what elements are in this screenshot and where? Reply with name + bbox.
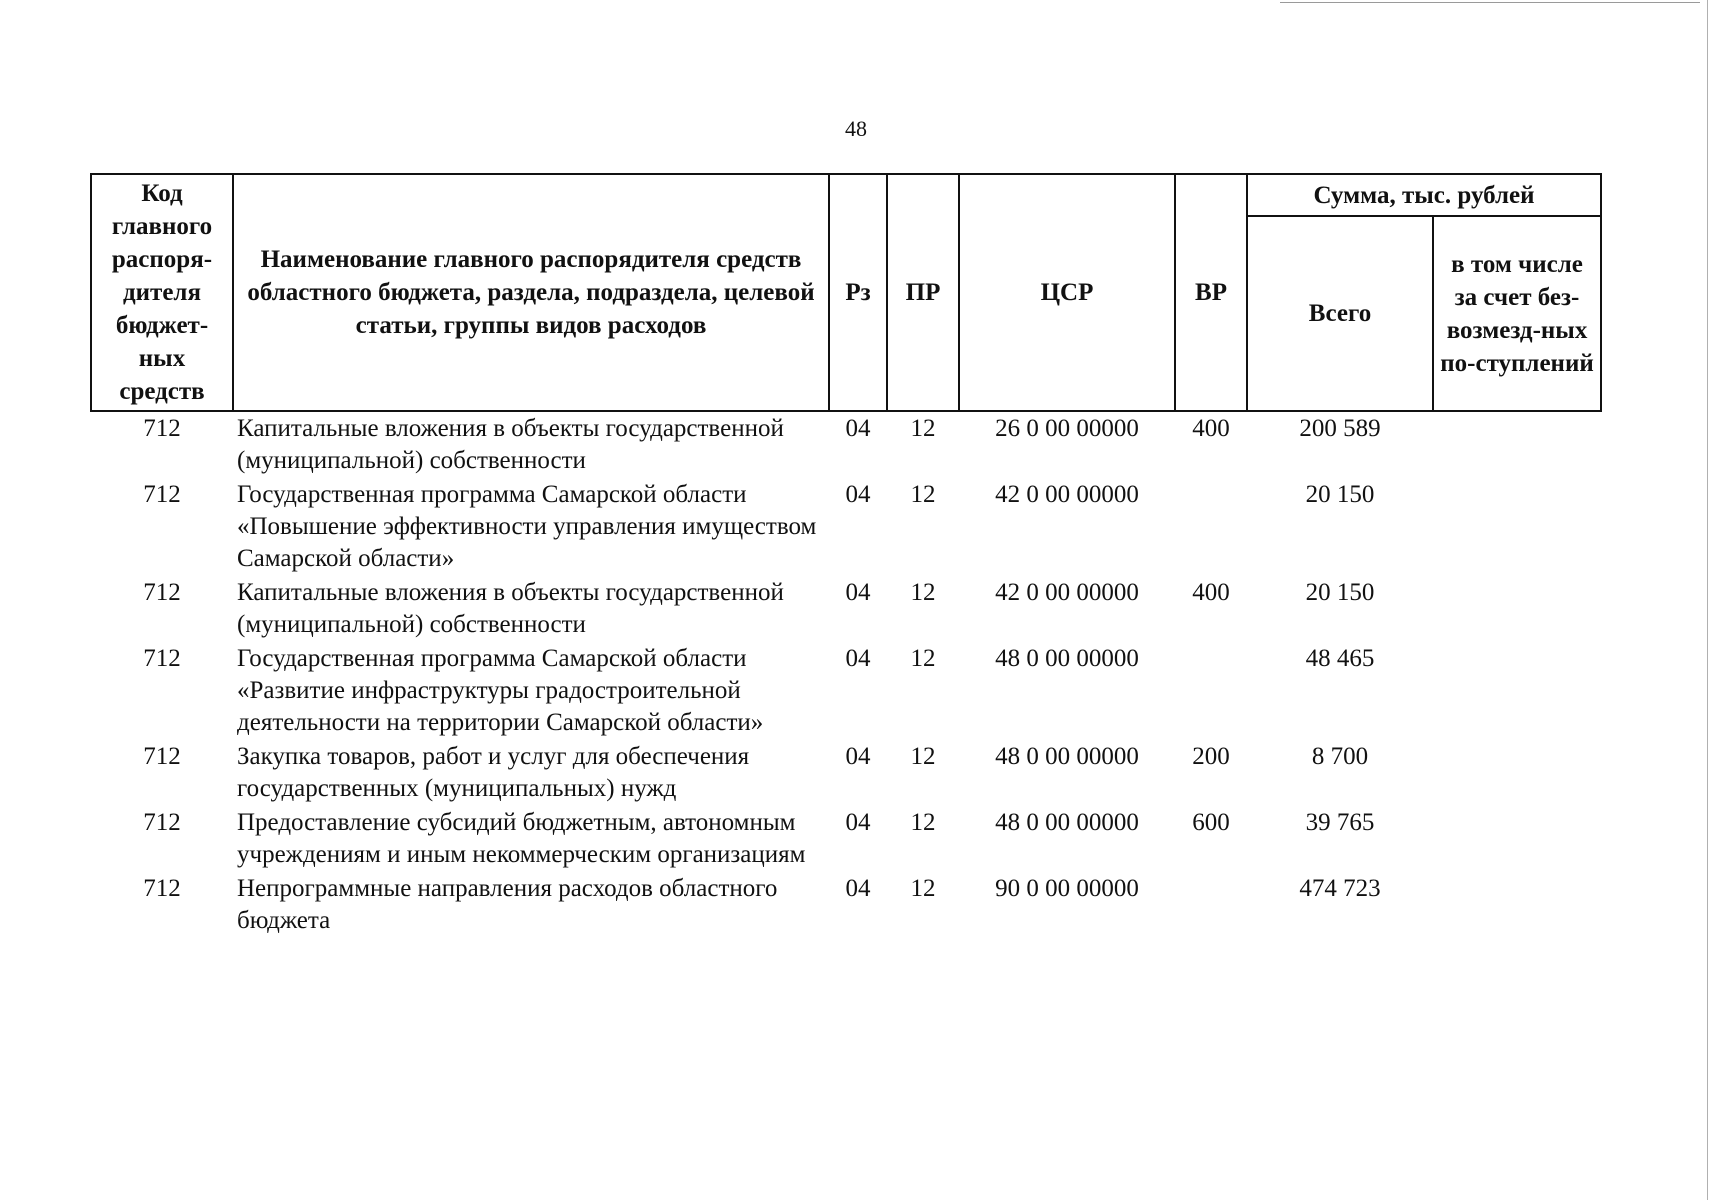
cell-pr: 12: [910, 481, 936, 508]
cell-rz: 04: [845, 415, 871, 442]
header-csr: ЦСР: [959, 174, 1175, 411]
cell-rz: 04: [845, 809, 871, 836]
cell-pr: 12: [910, 645, 936, 672]
table-body: [91, 411, 1601, 938]
cell-csr: 42 0 00 00000: [995, 481, 1139, 508]
cell-pr: 12: [910, 579, 936, 606]
cell-rz: 04: [845, 481, 871, 508]
cell-csr: 90 0 00 00000: [995, 875, 1139, 902]
cell-name: Предоставление субсидий бюджетным, автономным учреждениям и иным некоммерческим организациям: [237, 809, 806, 868]
cell-grants: [1433, 478, 1601, 576]
header-sum-group: Сумма, тыс. рублей: [1247, 174, 1601, 216]
header-rz: Рз: [829, 174, 887, 411]
table-header: [91, 174, 1601, 411]
cell-grants: [1433, 872, 1601, 938]
cell-csr: 42 0 00 00000: [995, 579, 1139, 606]
header-pr: ПР: [887, 174, 959, 411]
cell-grants: [1433, 806, 1601, 872]
cell-total: 474 723: [1299, 875, 1381, 902]
cell-csr: 26 0 00 00000: [995, 415, 1139, 442]
cell-grants: [1433, 740, 1601, 806]
table-row: [91, 642, 1601, 740]
cell-vr: 400: [1192, 579, 1230, 606]
cell-pr: 12: [910, 809, 936, 836]
table-row: [91, 478, 1601, 576]
cell-vr: [1175, 478, 1247, 576]
cell-grants: [1433, 576, 1601, 642]
header-total: Всего: [1247, 216, 1433, 411]
cell-code: 712: [143, 809, 181, 836]
cell-code: 712: [143, 875, 181, 902]
cell-pr: 12: [910, 875, 936, 902]
cell-rz: 04: [845, 579, 871, 606]
scan-edge-top: [1280, 2, 1700, 3]
cell-rz: 04: [845, 743, 871, 770]
cell-code: 712: [143, 645, 181, 672]
scan-edge-right: [1707, 0, 1708, 1200]
cell-csr: 48 0 00 00000: [995, 645, 1139, 672]
cell-code: 712: [143, 579, 181, 606]
cell-code: 712: [143, 481, 181, 508]
cell-csr: 48 0 00 00000: [995, 809, 1139, 836]
table-row: [91, 806, 1601, 872]
cell-vr: 600: [1192, 809, 1230, 836]
cell-pr: 12: [910, 743, 936, 770]
cell-name: Государственная программа Самарской области «Развитие инфраструктуры градостроительной деятельности на территории Самарской области»: [237, 645, 764, 736]
cell-name: Закупка товаров, работ и услуг для обеспечения государственных (муниципальных) нужд: [237, 743, 750, 802]
cell-total: 48 465: [1305, 645, 1375, 672]
header-name: Наименование главного распорядителя средств областного бюджета, раздела, подраздела, целевой статьи, группы видов расходов: [233, 174, 829, 411]
cell-vr: 400: [1192, 415, 1230, 442]
cell-rz: 04: [845, 875, 871, 902]
cell-name: Государственная программа Самарской области «Повышение эффективности управления имуществом Самарской области»: [237, 481, 817, 572]
table-row: [91, 872, 1601, 938]
table-row: [91, 740, 1601, 806]
page-number: 48: [845, 116, 867, 141]
cell-vr: 200: [1192, 743, 1230, 770]
cell-grants: [1433, 642, 1601, 740]
table-row: [91, 411, 1601, 478]
cell-csr: 48 0 00 00000: [995, 743, 1139, 770]
cell-vr: [1175, 642, 1247, 740]
cell-code: 712: [143, 415, 181, 442]
cell-name: Капитальные вложения в объекты государственной (муниципальной) собственности: [237, 579, 784, 638]
cell-vr: [1175, 872, 1247, 938]
budget-table: [90, 173, 1602, 938]
cell-total: 8 700: [1311, 743, 1369, 770]
cell-total: 39 765: [1305, 809, 1375, 836]
cell-name: Непрограммные направления расходов областного бюджета: [237, 875, 778, 934]
header-vr: ВР: [1175, 174, 1247, 411]
cell-pr: 12: [910, 415, 936, 442]
cell-total: 20 150: [1305, 579, 1375, 606]
cell-code: 712: [143, 743, 181, 770]
table-row: [91, 576, 1601, 642]
cell-rz: 04: [845, 645, 871, 672]
header-code: Код главного распоря-дителя бюджет-ных средств: [91, 174, 233, 411]
cell-total: 200 589: [1299, 415, 1381, 442]
cell-name: Капитальные вложения в объекты государственной (муниципальной) собственности: [237, 415, 784, 474]
header-grants: в том числе за счет без-возмезд-ных по-ступлений: [1433, 216, 1601, 411]
cell-total: 20 150: [1305, 481, 1375, 508]
cell-grants: [1433, 411, 1601, 478]
